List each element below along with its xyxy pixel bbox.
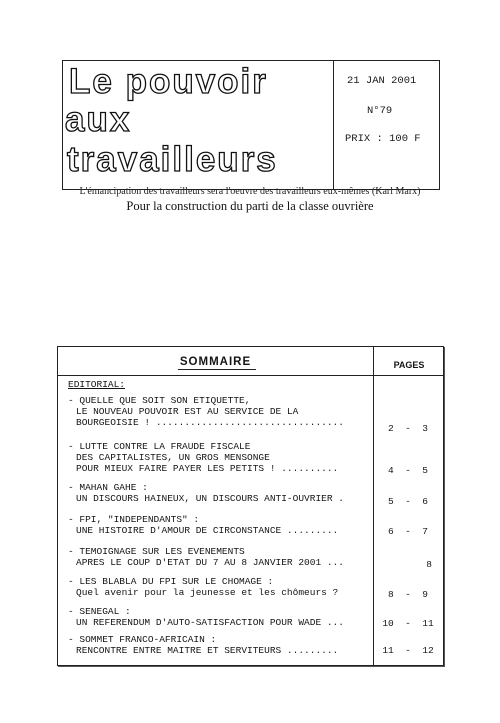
toc-entry-line: LE NOUVEAU POUVOIR EST AU SERVICE DE LA: [76, 406, 299, 417]
toc-entry-line: APRES LE COUP D'ETAT DU 7 AU 8 JANVIER 2001 ...: [76, 557, 344, 568]
toc-entry-pages: 10 - 11: [382, 618, 434, 629]
toc-pages-label: PAGES: [393, 360, 425, 370]
toc-entry-pages: 4 - 5: [388, 465, 428, 476]
title-line-3: travailleurs: [67, 140, 278, 179]
toc-entry-pages: 11 - 12: [382, 645, 434, 656]
toc-entry-line: - LUTTE CONTRE LA FRAUDE FISCALE: [68, 441, 251, 452]
subtitle-slogan: Pour la construction du parti de la classe ouvrière: [126, 199, 374, 213]
subtitle-quote: L'émancipation des travailleurs sera l'oeuvre des travailleurs eux-mêmes (Karl Marx): [79, 186, 421, 197]
table-of-contents: [57, 346, 444, 666]
toc-entry-line: POUR MIEUX FAIRE PAYER LES PETITS ! ..........: [76, 463, 339, 474]
toc-entry-line: - LES BLABLA DU FPI SUR LE CHOMAGE :: [68, 576, 274, 587]
toc-entry-line: BOURGEOISIE ! .................................: [76, 417, 344, 428]
toc-entry-pages: 2 - 3: [388, 423, 428, 434]
toc-entry-line: - FPI, "INDEPENDANTS" :: [68, 514, 200, 525]
toc-entry-pages: 5 - 6: [388, 496, 428, 507]
toc-entry-line: - TEMOIGNAGE SUR LES EVENEMENTS: [68, 546, 245, 557]
toc-title-underline: [178, 369, 256, 370]
masthead: [62, 60, 440, 190]
toc-entry-pages: 6 - 7: [388, 526, 428, 537]
issue-price: PRIX : 100 F: [345, 133, 421, 145]
masthead-info-box: [335, 61, 439, 189]
toc-entry-line: Quel avenir pour la jeunesse et les chômeurs ?: [76, 587, 339, 598]
issue-date: 21 JAN 2001: [347, 75, 417, 87]
title-line-2: aux: [65, 100, 132, 139]
toc-header: [58, 347, 443, 376]
toc-entry-pages: 8 - 9: [388, 589, 428, 600]
toc-entry-line: UNE HISTOIRE D'AMOUR DE CIRCONSTANCE .........: [76, 525, 339, 536]
toc-entry-line: UN REFERENDUM D'AUTO-SATISFACTION POUR WADE ...: [76, 617, 344, 628]
toc-entry-line: DES CAPITALISTES, UN GROS MENSONGE: [76, 452, 270, 463]
title-line-1: Le pouvoir: [69, 62, 268, 101]
toc-entry-line: UN DISCOURS HAINEUX, UN DISCOURS ANTI-OUVRIER .: [76, 493, 344, 504]
toc-entry-line: RENCONTRE ENTRE MAITRE ET SERVITEURS .........: [76, 645, 339, 656]
toc-section-editorial: EDITORIAL:: [68, 379, 126, 390]
toc-entry-pages: 8: [426, 559, 432, 570]
toc-entry-line: - QUELLE QUE SOIT SON ETIQUETTE,: [68, 395, 251, 406]
masthead-title-box: [63, 61, 334, 189]
toc-entry-line: - SENEGAL :: [68, 606, 131, 617]
toc-entry-line: - SOMMET FRANCO-AFRICAIN :: [68, 634, 217, 645]
toc-title: SOMMAIRE: [179, 356, 252, 368]
issue-number: N°79: [367, 105, 393, 117]
toc-entry-line: - MAHAN GAHE :: [68, 482, 148, 493]
